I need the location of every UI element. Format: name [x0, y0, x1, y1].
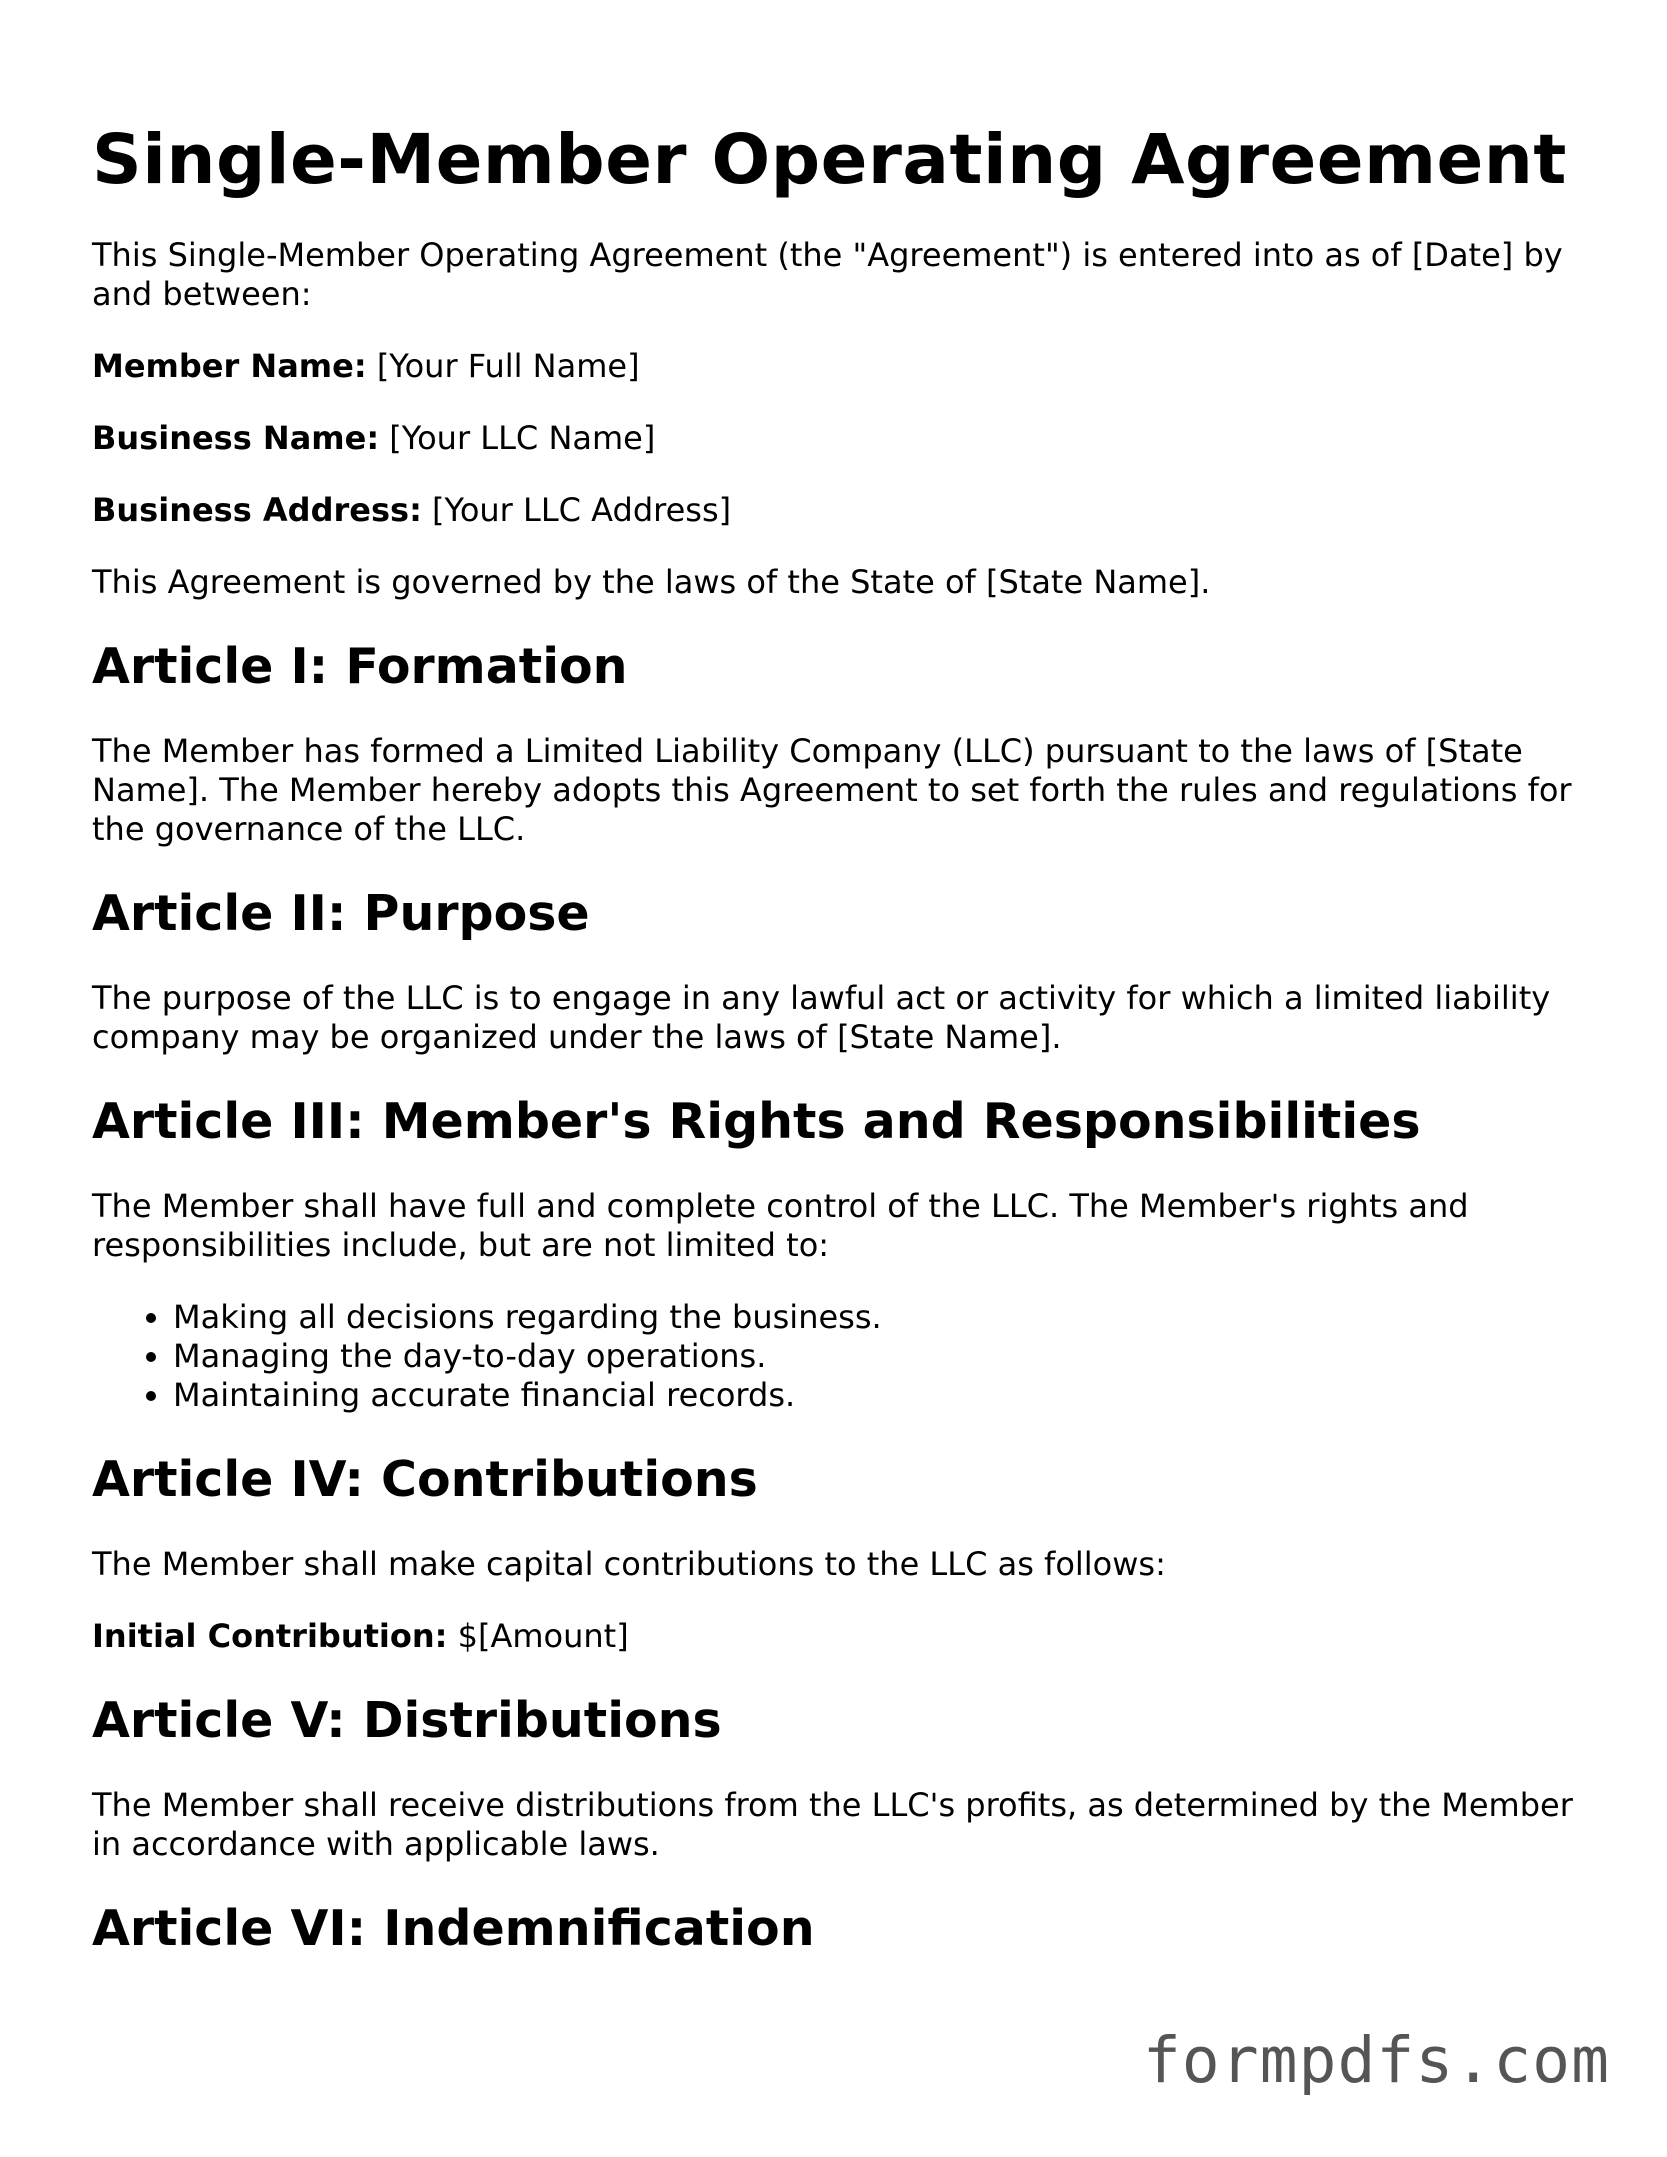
- document-title: Single-Member Operating Agreement: [92, 120, 1567, 200]
- business-name-field: [92, 419, 1592, 458]
- list-item: • Maintaining accurate financial records.: [173, 1376, 1592, 1415]
- article-purpose-body: The purpose of the LLC is to engage in any lawful act or activity for which a limited liability company may be organized under the laws of [State Name].: [92, 979, 1551, 1056]
- article-distributions-body: The Member shall receive distributions from the LLC's profits, as determined by the Member in accordance with applicable laws.: [92, 1786, 1573, 1863]
- rights-list: [92, 1298, 1592, 1415]
- watermark: formpdfs.com: [1142, 2024, 1610, 2097]
- member-name-field: [92, 347, 1592, 386]
- initial-contribution-field: [92, 1617, 1592, 1656]
- article-contributions-body: The Member shall make capital contributions to the LLC as follows:: [92, 1545, 1166, 1583]
- initial-contribution-label: Initial Contribution:: [92, 1617, 448, 1655]
- article-contributions-title: Article IV: Contributions: [92, 1451, 758, 1508]
- article-purpose-title: Article II: Purpose: [92, 885, 590, 942]
- document-content: [92, 120, 1592, 1958]
- business-name-value: [Your LLC Name]: [379, 419, 656, 457]
- business-address-field: [92, 491, 1592, 530]
- business-name-label: Business Name:: [92, 419, 380, 457]
- business-address-value: [Your LLC Address]: [421, 491, 732, 529]
- member-name-label: Member Name:: [92, 347, 367, 385]
- article-formation-title: Article I: Formation: [92, 638, 628, 695]
- business-address-label: Business Address:: [92, 491, 422, 529]
- article-rights-body: The Member shall have full and complete control of the LLC. The Member's rights and responsibilities include, but are not limited to:: [92, 1187, 1469, 1264]
- initial-contribution-value: $[Amount]: [447, 1617, 629, 1655]
- governing-law-paragraph: This Agreement is governed by the laws of the State of [State Name].: [92, 563, 1211, 601]
- article-rights-title: Article III: Member's Rights and Responsibilities: [92, 1093, 1421, 1150]
- intro-paragraph: This Single-Member Operating Agreement (the "Agreement") is entered into as of [Date] by and between:: [92, 236, 1563, 313]
- member-name-value: [Your Full Name]: [366, 347, 640, 385]
- list-item: • Managing the day-to-day operations.: [173, 1337, 1592, 1376]
- article-distributions-title: Article V: Distributions: [92, 1692, 722, 1749]
- article-indemnification-title: Article VI: Indemnification: [92, 1900, 815, 1957]
- article-formation-body: The Member has formed a Limited Liability Company (LLC) pursuant to the laws of [State Name]. The Member hereby adopts this Agreement to set forth the rules and regulations for the governance of the LLC.: [92, 732, 1572, 848]
- list-item: • Making all decisions regarding the business.: [173, 1298, 1592, 1337]
